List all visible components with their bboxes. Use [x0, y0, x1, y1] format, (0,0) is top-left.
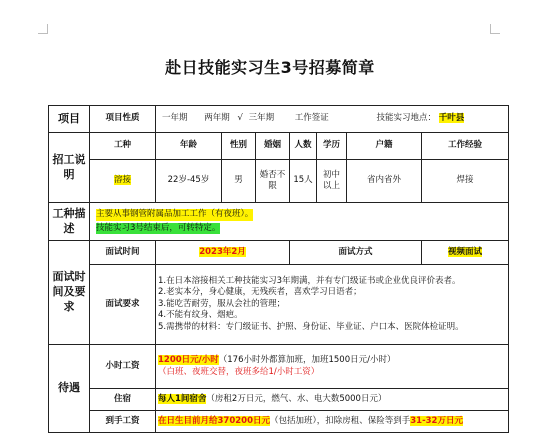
project-nature-label: 项目性质 [90, 106, 156, 133]
crop-mark-top-left [38, 24, 48, 34]
value-marriage: 婚否不限 [256, 160, 290, 203]
net-pay-note: （包括加班），扣除房租、保险等到手 [270, 415, 411, 426]
requirement-item: 4.不能有纹身、烟疤。 [158, 310, 243, 321]
value-residence: 省内省外 [347, 160, 422, 203]
interview-section-label: 面试时间及要求 [49, 241, 90, 345]
job-desc-line-2: 技能实习3号结束后，可转特定。 [96, 222, 221, 233]
option-three-year: 三年期 [248, 113, 275, 124]
interview-method-cell [422, 241, 509, 265]
header-education: 学历 [317, 133, 347, 160]
pay-section-label: 待遇 [49, 345, 90, 433]
header-count: 人数 [290, 133, 317, 160]
recruitment-table [48, 105, 509, 433]
net-pay-range: 31-32万日元 [410, 415, 463, 426]
value-age: 22岁-45岁 [156, 160, 222, 203]
value-experience: 焊接 [422, 160, 509, 203]
interview-time-cell [156, 241, 290, 265]
header-experience: 工作经验 [422, 133, 509, 160]
header-age: 年龄 [156, 133, 222, 160]
interview-req-content [156, 265, 509, 345]
housing-note: （房租2万日元，燃气、水、电大数5000日元） [206, 393, 387, 404]
header-marriage: 婚姻 [256, 133, 290, 160]
hourly-wage-value: 1200日元/小时 [158, 355, 219, 366]
net-pay-content [156, 411, 509, 433]
project-row [49, 106, 509, 133]
location-label: 技能实习地点： [376, 113, 437, 124]
job-desc-content [90, 203, 509, 241]
crop-mark-top-right [490, 24, 500, 34]
job-desc-line-1: 主要从事钢管附属品加工工作（有夜班）。 [96, 209, 254, 220]
location-value: 千叶县 [438, 113, 465, 124]
net-pay-label: 到手工资 [90, 411, 156, 433]
value-gender: 男 [222, 160, 256, 203]
interview-method-value: 视频面试 [448, 246, 483, 257]
hourly-wage-sub: （白班、夜班交替，夜班多给1/小时工资） [158, 366, 320, 377]
project-label: 项目 [49, 106, 90, 133]
interview-time-label: 面试时间 [90, 241, 156, 265]
recruit-header-row [49, 133, 509, 160]
job-desc-label: 工种描述 [49, 203, 90, 241]
interview-method-label: 面试方式 [290, 241, 422, 265]
option-one-year: 一年期 [162, 113, 188, 124]
value-job-cell [90, 160, 156, 203]
interview-req-row [49, 265, 509, 345]
page-title: 赴日技能实习生3号招募简章 [165, 58, 375, 77]
requirement-item: 3.能吃苦耐劳，服从会社的管理； [158, 298, 286, 309]
net-pay-value: 在日生目前月给370200日元 [158, 415, 270, 426]
header-gender: 性别 [222, 133, 256, 160]
interview-req-label: 面试要求 [90, 265, 156, 345]
hourly-wage-row [49, 345, 509, 389]
housing-label: 住宿 [90, 389, 156, 411]
requirement-item: 2.老实本分，身心健康，无残疾者，喜欢学习日语者； [158, 287, 362, 298]
requirement-item: 1.在日本溶接相关工种技能实习3年期满，并有专门级证书或企业优良评价表者。 [158, 275, 461, 286]
recruit-value-row [49, 160, 509, 203]
project-nature-options [156, 106, 509, 133]
hourly-wage-note: （176小时外都算加班，加班1500日元/小时） [218, 355, 396, 366]
header-job: 工种 [90, 133, 156, 160]
requirement-item: 5.需携带的材料：专门级证书、护照、身份证、毕业证、户口本、医院体检证明。 [158, 321, 464, 332]
recruit-section-label: 招工说明 [49, 133, 90, 203]
check-mark-icon: √ [237, 113, 243, 124]
housing-content [156, 389, 509, 411]
hourly-wage-label: 小时工资 [90, 345, 156, 389]
value-job: 溶接 [113, 175, 131, 186]
net-pay-row [49, 411, 509, 433]
interview-time-value: 2023年2月 [199, 246, 246, 257]
interview-time-row [49, 241, 509, 265]
value-education: 初中以上 [317, 160, 347, 203]
value-count: 15人 [290, 160, 317, 203]
housing-row [49, 389, 509, 411]
hourly-wage-content [156, 345, 509, 389]
visa-type: 工作签证 [294, 113, 329, 124]
header-residence: 户籍 [347, 133, 422, 160]
job-desc-row [49, 203, 509, 241]
housing-value: 每人1间宿舍 [158, 393, 207, 404]
option-two-year: 两年期 [204, 113, 230, 124]
